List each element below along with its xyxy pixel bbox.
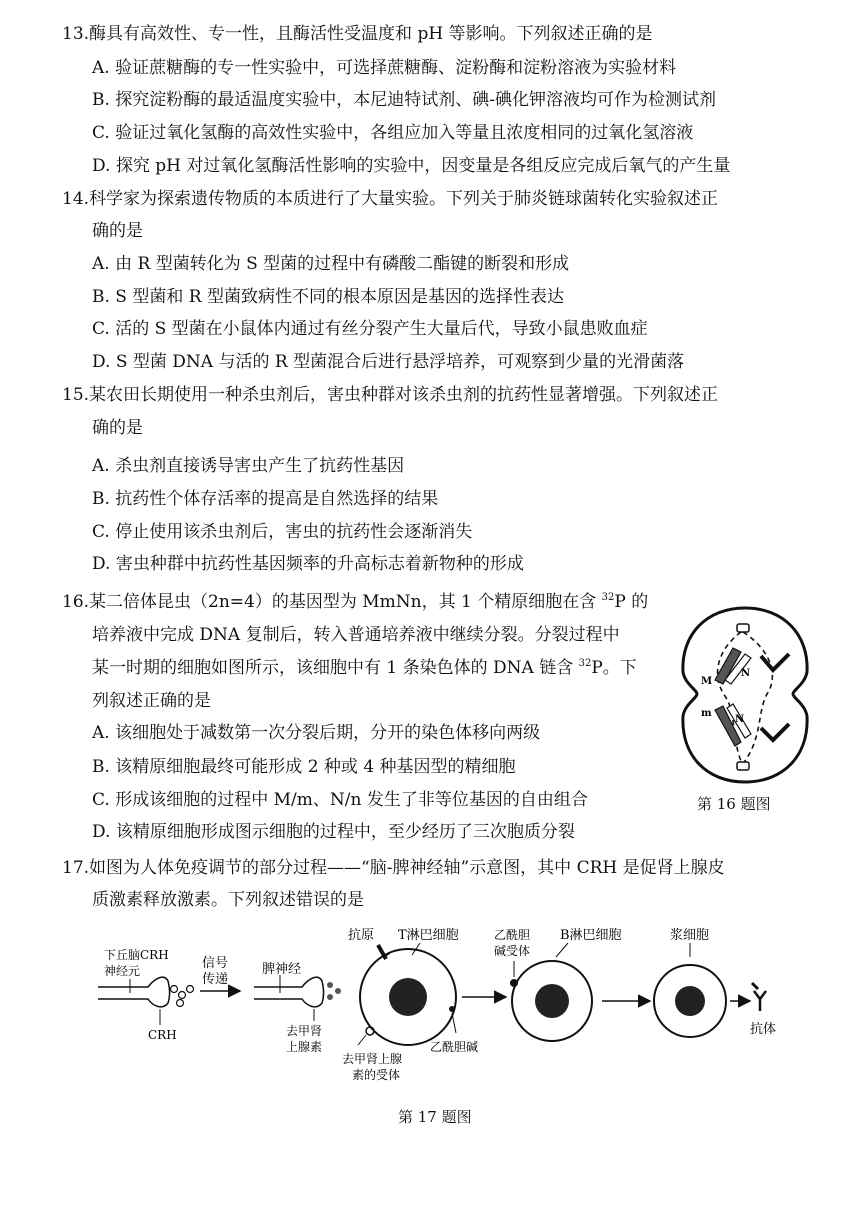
q16-line3-text-b: P。下 (591, 658, 637, 678)
b-cell-label: B淋巴细胞 (560, 928, 622, 943)
q15-option-c: C. 停止使用该杀虫剂后，害虫的抗药性会逐渐消失 (92, 522, 473, 542)
question-16-stem-line1 (62, 590, 648, 614)
q15-option-d: D. 害虫种群中抗药性基因频率的升高标志着新物种的形成 (92, 554, 524, 574)
q16-line1-text-a: 16.某二倍体昆虫（2n=4）的基因型为 MmNn，其 1 个精原细胞在含 (62, 592, 602, 612)
question-15-stem-line1: 15.某农田长期使用一种杀虫剂后，害虫种群对该杀虫剂的抗药性显著增强。下列叙述正 (62, 385, 719, 405)
question-17-stem-line1: 17.如图为人体免疫调节的部分过程——“脑-脾神经轴”示意图，其中 CRH 是促肾上腺皮 (62, 858, 725, 878)
question-13-stem: 13.酶具有高效性、专一性，且酶活性受温度和 pH 等影响。下列叙述正确的是 (62, 24, 653, 44)
q16-option-c: C. 形成该细胞的过程中 M/m、N/n 发生了非等位基因的自由组合 (92, 790, 588, 810)
figure-17-caption: 第 17 题图 (398, 1108, 472, 1126)
cell-division-figure (675, 598, 815, 788)
q13-option-d: D. 探究 pH 对过氧化氢酶活性影响的实验中，因变量是各组反应完成后氧气的产生量 (92, 156, 731, 176)
signal-label-1: 信号 (202, 956, 229, 971)
brain-spleen-axis-figure (90, 925, 810, 1105)
question-16-stem-line4: 列叙述正确的是 (92, 691, 211, 711)
question-14-stem-line1: 14.科学家为探索遗传物质的本质进行了大量实验。下列关于肺炎链球菌转化实验叙述正 (62, 189, 719, 209)
gene-label-m-upper: M (701, 676, 713, 687)
q16-line1-text-b: P 的 (614, 592, 649, 612)
crh-label: CRH (148, 1028, 177, 1042)
q16-option-a: A. 该细胞处于减数第一次分裂后期，分开的染色体移向两级 (92, 723, 541, 743)
q16-line3-superscript: 32 (578, 658, 592, 669)
signal-label-2: 传递 (202, 972, 229, 987)
q16-line1-superscript: 32 (601, 592, 615, 603)
q15-option-a: A. 杀虫剂直接诱导害虫产生了抗药性基因 (92, 456, 405, 476)
question-17-stem-line2: 质激素释放激素。下列叙述错误的是 (92, 890, 364, 910)
hypothalamus-label-2: 神经元 (104, 964, 141, 978)
ach-receptor-label-2: 碱受体 (494, 944, 531, 958)
gene-label-n-upper: N (741, 668, 751, 679)
ach-receptor-label-1: 乙酰胆 (494, 928, 531, 942)
q13-option-c: C. 验证过氧化氢酶的高效性实验中，各组应加入等量且浓度相同的过氧化氢溶液 (92, 123, 694, 143)
gene-label-n-lower: N (735, 714, 745, 725)
q14-option-c: C. 活的 S 型菌在小鼠体内通过有丝分裂产生大量后代，导致小鼠患败血症 (92, 319, 648, 339)
q14-option-d: D. S 型菌 DNA 与活的 R 型菌混合后进行悬浮培养，可观察到少量的光滑菌落 (92, 352, 685, 372)
q15-option-b: B. 抗药性个体存活率的提高是自然选择的结果 (92, 489, 439, 509)
question-16-stem-line3 (92, 656, 637, 680)
question-14-stem-line2: 确的是 (92, 221, 143, 241)
figure-16-caption: 第 16 题图 (697, 795, 771, 813)
gene-label-m-lower: m (701, 708, 712, 719)
t-cell-label: T淋巴细胞 (398, 928, 459, 943)
q16-option-d: D. 该精原细胞形成图示细胞的过程中，至少经历了三次胞质分裂 (92, 822, 575, 842)
q16-option-b: B. 该精原细胞最终可能形成 2 种或 4 种基因型的精细胞 (92, 757, 516, 777)
q13-option-b: B. 探究淀粉酶的最适温度实验中，本尼迪特试剂、碘-碘化钾溶液均可作为检测试剂 (92, 90, 717, 110)
norepinephrine-label-1: 去甲肾 (286, 1024, 323, 1038)
spleen-nerve-label: 脾神经 (262, 962, 302, 977)
hypothalamus-label-1: 下丘脑CRH (104, 948, 169, 962)
q13-option-a: A. 验证蔗糖酶的专一性实验中，可选择蔗糖酶、淀粉酶和淀粉溶液为实验材料 (92, 58, 677, 78)
ne-receptor-label-2: 素的受体 (352, 1068, 401, 1082)
q14-option-b: B. S 型菌和 R 型菌致病性不同的根本原因是基因的选择性表达 (92, 287, 564, 307)
antigen-label: 抗原 (348, 928, 375, 943)
acetylcholine-label: 乙酰胆碱 (430, 1040, 479, 1054)
q16-line3-text-a: 某一时期的细胞如图所示，该细胞中有 1 条染色体的 DNA 链含 (92, 658, 579, 678)
q14-option-a: A. 由 R 型菌转化为 S 型菌的过程中有磷酸二酯键的断裂和形成 (92, 254, 570, 274)
ne-receptor-label-1: 去甲肾上腺 (342, 1052, 403, 1066)
antibody-label: 抗体 (750, 1022, 777, 1037)
question-16-stem-line2: 培养液中完成 DNA 复制后，转入普通培养液中继续分裂。分裂过程中 (92, 625, 620, 645)
norepinephrine-label-2: 上腺素 (286, 1040, 323, 1054)
plasma-cell-label: 浆细胞 (670, 928, 710, 943)
question-15-stem-line2: 确的是 (92, 418, 143, 438)
